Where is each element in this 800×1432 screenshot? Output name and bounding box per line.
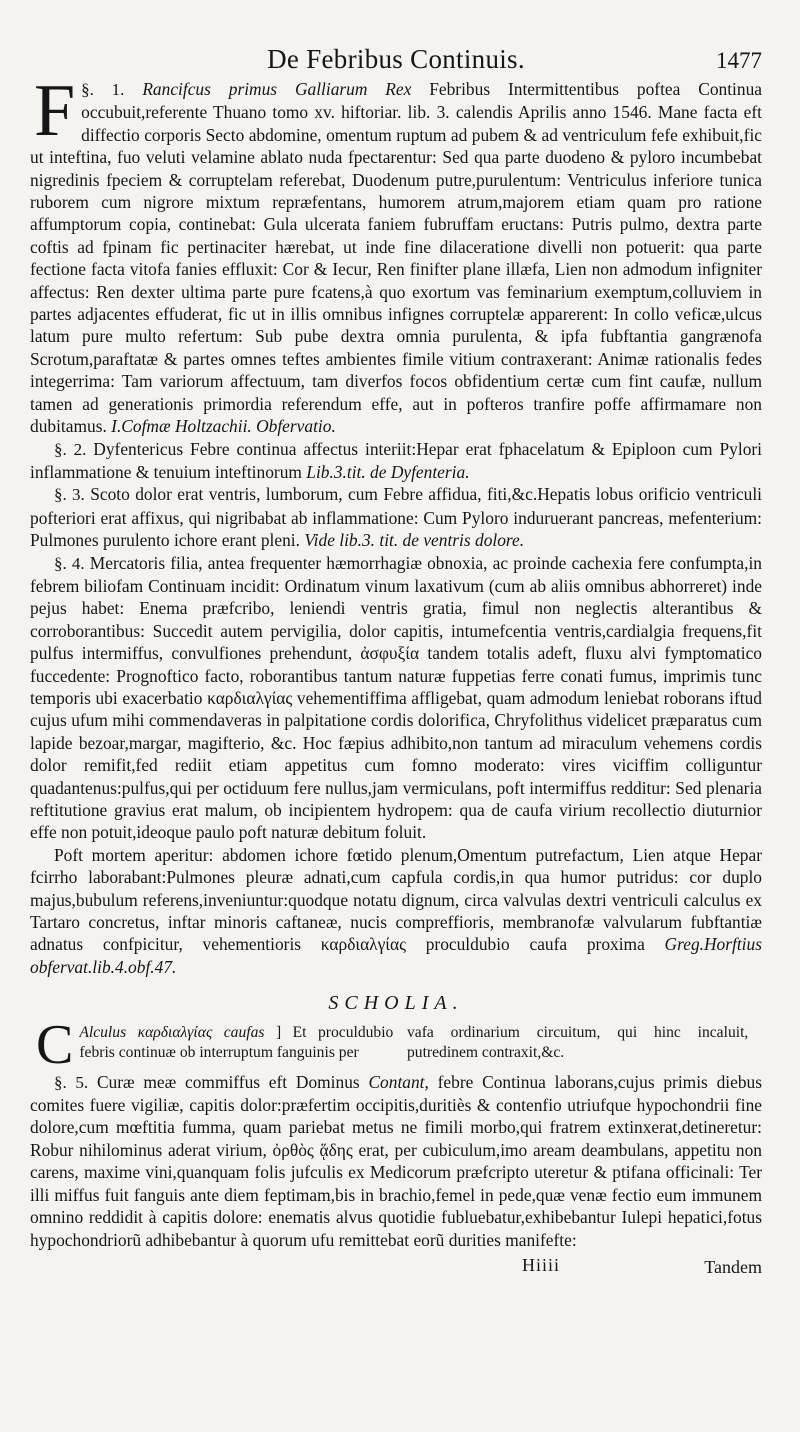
- citation: I.Cofmæ Holtzachii. Obfervatio.: [111, 416, 336, 437]
- paragraph-6: [30, 1071, 762, 1251]
- scholia-lemma: Alculus καρδιαλγίας caufas: [79, 1023, 265, 1041]
- drop-cap: C: [36, 1013, 74, 1076]
- page-number: 1477: [716, 48, 762, 73]
- paragraph-3: [30, 483, 762, 551]
- scholia-text: ] Et proculdubio febris continuæ ob interruptum fanguinis per: [79, 1023, 394, 1061]
- paragraph-4: [30, 552, 762, 844]
- citation: Vide lib.3. tit. de ventris dolore.: [304, 530, 525, 551]
- section-mark: §. 4.: [54, 553, 85, 573]
- citation: Lib.3.tit. de Dyfenteria.: [306, 461, 470, 482]
- scholia-heading: SCHOLIA.: [328, 992, 464, 1015]
- page-header: [30, 0, 762, 78]
- paragraph-text: Mercatoris filia, antea frequenter hæmorrhagiæ obnoxia, ac proinde cachexia fere confumpta,in febrem biliofam Continuam incidit: Ordinatum vinum laxativum (cum ab aliis omnibus abhorreret) inde pejus habet: Enema præfcribo, leniendi ventris gratia, fimul non neglectis alterantibus & corroborantibus: Succedit autem pervigilia, dolor capitis, intumefcentia ventris,cardialgia frequens,fit pulfus intermiffus, convulfiones prehendunt, ἀσφυξία tandem totalis adeft, fluxu alvi fymptomatico fuccedente: Prognoftico facto, roborantibus tantum naturæ fuppetias ferre conati fumus, imprimis tunc temporis ubi exacerbatio καρδιαλγίας vehementiffima affligebat, quam admodum leniebat roborans iftud cujus ufum mihi commendaveras in palpitatione cordis dolorifica, Chryfolithus videlicet præparatus cum lapide bezoar,margar, magifterio, &c. Hoc fæpius adhibito,non tantum ad miraculum vehemens cordis dolor remifit,fed rediit etiam appetitus cum fomno moderato: vires viciffim colliguntur quadantenus:pulfus,qui per octiduum fere nullus,jam vermiculans, poft intermiffus redditur: Sed plenaria reftitutione gravius erat malum, ob incipientem hydropem: qua de caufa virium recollectio diuturnior effe non potuit,ideoque paulo poft naturæ debitum foluit.: [30, 552, 762, 843]
- scholia-left-column: [79, 1023, 393, 1063]
- running-title: De Febribus Continuis.: [267, 44, 525, 74]
- citation: Greg.Horftius obfervat.lib.4.obf.47.: [30, 934, 762, 977]
- catchword: Tandem: [704, 1256, 762, 1277]
- section-mark: §. 5.: [54, 1072, 89, 1092]
- signature-mark: Hiiii: [522, 1254, 561, 1275]
- section-mark: §. 2.: [54, 439, 87, 459]
- drop-cap: F: [34, 70, 76, 152]
- paragraph-1: [30, 70, 762, 438]
- lead-words: Rancifcus primus Galliarum Rex: [142, 79, 412, 99]
- scholia-block: [30, 1013, 762, 1076]
- page-footer: [30, 1251, 762, 1291]
- section-mark: §. 3.: [54, 485, 85, 505]
- paragraph-text: Curæ meæ commiffus eft Dominus: [96, 1071, 360, 1092]
- paragraph-text: Poft mortem aperitur: abdomen ichore fœtido plenum,Omentum putrefactum, Lien atque Hepar fcirrho laborabant:Pulmones pleuræ adnati,cum capfula cordis,in qua humor putridus: cor duplo majus,bubulum referens,inveniuntur:quodque notatu dignum, circa valvulas dextri ventriculi calculus ex Tartaro concretus, inftar minoris caftaneæ, nucis compreffioris, membranofæ valvularum fubftantiæ adnatus confpicitur, vehementioris καρδιαλγίας proculdubio caufa proxima: [30, 844, 762, 955]
- scholia-right-column: vafa ordinarium circuitum, qui hinc incaluit, putredinem contraxit,&c.: [407, 1023, 749, 1061]
- paragraph-text: Dyfentericus Febre continua affectus interiit:Hepar erat fphacelatum & Epiploon cum Pylori inflammatione & tenuium inteftinorum: [30, 438, 763, 482]
- paragraph-5: [30, 844, 762, 978]
- paragraph-text: Febribus Intermittentibus poftea Continua occubuit,referente Thuano tomo xv. hiftoriar. lib. 3. calendis Aprilis anno 1546. Mane facta eft diffectio corporis Secto abdomine, omentum ruptum ad pubem & ad ventriculum fefe exhibuit,fic ut inteftina, fuo veluti velamine ablato nuda fpectarentur: Sed qua parte duodeno & pyloro incumbebat nigredinis fpeciem & corruptelam referebat, Duodenum putre,purulentum: Ventriculus inferiore tunica ruborem cum nigrore mixtum repræfentans, humorem atrum,majorem etiam quam pro ratione affumptorum copia, continebat: Gula ulcerata faniem fubruffam eructans: Putris pulmo, dextra parte coftis ad fpinam fic pertinaciter hærebat, ut inde fine dilaceratione divelli non potuerit: qua parte fectione facta vitofa fanies effluxit: Cor & Iecur, Ren finifter plane illæfa, Lien non admodum infigniter affectus: Ren dexter ultima parte pure fcatens,à quo exortum vas feminarium exemptum,colluviem in partes adjacentes effuderat, fic ut in illis omnibus infignes corruptelæ apparerent: In collo veficæ,ulcus latum pure multo refertum: Sub pube dextra omnia purulenta, & ipfa fubftantia gangrænofa Scrotum,paraftatæ & partes omnes teftes ambientes fimile vitium contraxerant: Animæ rationalis fedes integerrima: Tam variorum affectuum, tam diverfos focos obfidentium certæ cum fint caufæ, nullum tamen ad generationis primordia referendum effe, aut in pofteros tranfire poffe affirmamare non dubitamus.: [30, 79, 762, 437]
- paragraph-text: , febre Continua laborans,cujus primis diebus comites fuere vigiliæ, capitis dolor:præfertim occipitis,duritiès & contenfio utriufque hypochondrii fine dolore,cum mœftitia fumma, quam pariebat metus ne fimili morbo,qui fratrem extinxerat,detineretur: Robur nihilominus aderat virium, ὀρθὸς ᾅδης erat, per cubiculum,imo aream deambulans, appetitu non carens, maxime vini,quanquam folis jufculis ex Medicorum præfcripto uteretur & ptifana officinali: Ter illi miffus fuit fanguis ante diem feptimam,bis in brachio,femel in pede,quæ venæ fectio eum immunem omnino reddidit à capitis dolore: enematis alvus quotidie fubluebatur,exhibebantur Iulepi hepatici,fotus hypochondriorũ adhibebantur à quorum ufu remittebat eorũ durities manifefte:: [30, 1071, 762, 1250]
- scholia-columns: [79, 1023, 762, 1063]
- paragraph-text: Scoto dolor erat ventris, lumborum, cum Febre affidua, fiti,&c.Hepatis lobus orificio ventriculi pofteriori erat affixus, qui nigribabat ab inflammatione: Cum Pyloro induruerant pancreas, mefenterium: Pulmones purulento ichore erant pleni.: [30, 484, 762, 551]
- paragraph-2: [30, 438, 762, 484]
- section-mark: §. 1.: [81, 80, 125, 99]
- main-text: [30, 70, 763, 1251]
- person-name: Contant: [368, 1071, 425, 1092]
